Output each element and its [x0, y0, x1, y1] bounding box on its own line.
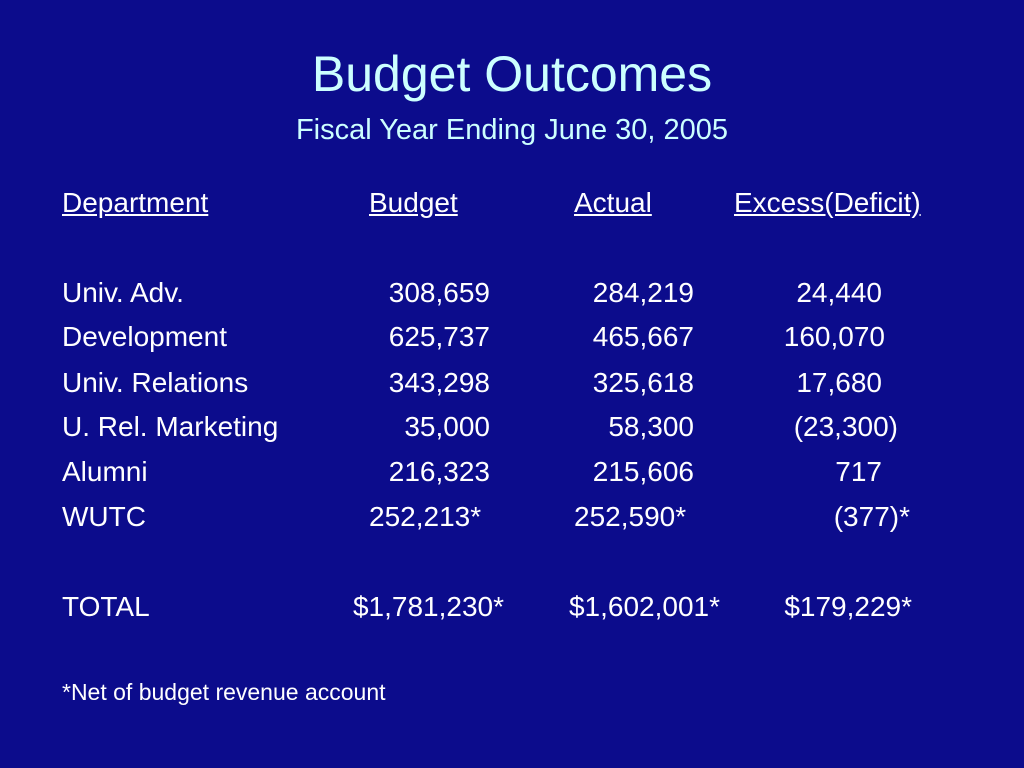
row-department: Univ. Relations [62, 367, 249, 398]
row-actual: 252,590* [574, 501, 687, 532]
row-excess: 160,070 [783, 321, 885, 352]
row-department: U. Rel. Marketing [62, 411, 279, 442]
row-actual: 284,219 [592, 277, 694, 308]
row-budget: 343,298 [388, 367, 490, 398]
row-budget: 308,659 [388, 277, 490, 308]
header-budget: Budget [369, 187, 458, 218]
slide-subtitle: Fiscal Year Ending June 30, 2005 [295, 114, 729, 146]
total-label: TOTAL [62, 591, 150, 622]
header-actual: Actual [574, 187, 652, 218]
slide-title: Budget Outcomes [311, 46, 713, 102]
row-budget: 35,000 [404, 411, 490, 442]
footnote: *Net of budget revenue account [62, 679, 386, 705]
header-excess: Excess(Deficit) [734, 187, 921, 218]
row-excess: 17,680 [796, 367, 882, 398]
row-budget: 625,737 [388, 321, 490, 352]
row-actual: 465,667 [592, 321, 694, 352]
total-excess: $179,229* [784, 591, 912, 622]
row-excess: (377)* [833, 501, 910, 532]
row-department: WUTC [62, 501, 146, 532]
row-actual: 215,606 [592, 456, 694, 487]
row-department: Univ. Adv. [62, 277, 184, 308]
total-budget: $1,781,230* [352, 591, 504, 622]
header-department: Department [62, 187, 209, 218]
row-excess: 717 [835, 456, 882, 487]
row-excess: 24,440 [796, 277, 882, 308]
row-actual: 58,300 [608, 411, 694, 442]
total-actual: $1,602,001* [568, 591, 720, 622]
row-department: Development [62, 321, 227, 352]
row-budget: 216,323 [388, 456, 490, 487]
row-budget: 252,213* [369, 501, 482, 532]
row-actual: 325,618 [592, 367, 694, 398]
row-department: Alumni [62, 456, 148, 487]
row-excess: (23,300) [793, 411, 898, 442]
